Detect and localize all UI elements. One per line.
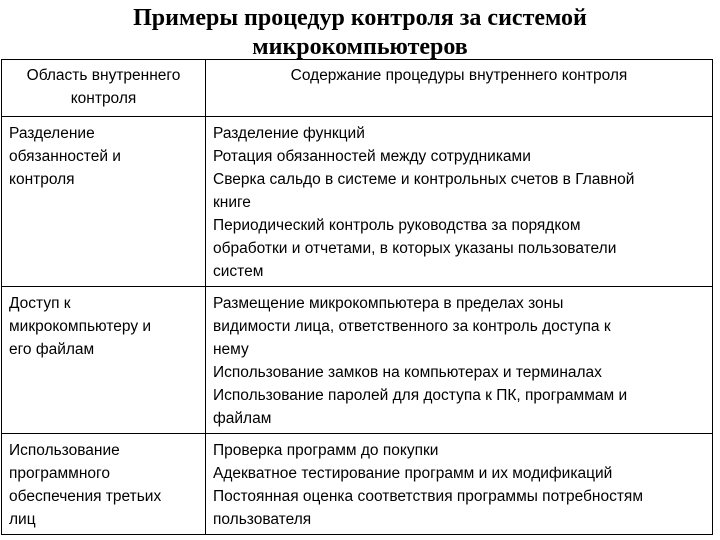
header-area-line: Область внутреннего: [26, 67, 181, 84]
title-line-1: Примеры процедур контроля за системой: [133, 5, 587, 31]
area-line: контроля: [9, 171, 75, 188]
content-line: систем: [213, 263, 264, 280]
area-line: лиц: [9, 511, 36, 528]
content-line: нему: [213, 341, 249, 358]
area-line: Разделение: [9, 125, 95, 142]
area-line: его файлам: [9, 341, 95, 358]
content-line: Использование замков на компьютерах и терминалах: [213, 364, 602, 381]
content-cell: [206, 117, 713, 287]
area-line: Доступ к: [9, 295, 71, 312]
header-area-line: контроля: [70, 90, 137, 107]
area-line: программного: [9, 465, 110, 482]
content-line: книге: [213, 194, 251, 211]
content-line: Размещение микрокомпьютера в пределах зоны: [213, 295, 564, 312]
content-line: Адекватное тестирование программ и их модификаций: [213, 465, 613, 482]
table-header-row: [2, 60, 713, 117]
content-cell: [206, 287, 713, 434]
content-line: Периодический контроль руководства за порядком: [213, 217, 581, 234]
table-row: [2, 117, 713, 287]
page-title: [0, 4, 720, 62]
content-line: пользователя: [213, 511, 312, 528]
table-row: [2, 287, 713, 434]
content-line: Использование паролей для доступа к ПК, программам и: [213, 387, 628, 404]
table-row: [2, 434, 713, 535]
area-line: обязанностей и: [9, 148, 121, 165]
area-cell: [2, 287, 206, 434]
area-line: обеспечения третьих: [9, 488, 162, 505]
content-line: Ротация обязанностей между сотрудниками: [213, 148, 531, 165]
content-cell: [206, 434, 713, 535]
content-line: Постоянная оценка соответствия программы потребностям: [213, 488, 643, 505]
content-line: обработки и отчетами, в которых указаны пользователи: [213, 240, 617, 257]
area-cell: [2, 117, 206, 287]
area-cell: [2, 434, 206, 535]
header-content-line: Содержание процедуры внутреннего контроля: [290, 67, 628, 84]
content-line: Разделение функций: [213, 125, 365, 142]
header-content: [206, 60, 713, 117]
content-line: файлам: [213, 410, 272, 427]
content-line: Сверка сальдо в системе и контрольных счетов в Главной: [213, 171, 635, 188]
content-line: Проверка программ до покупки: [213, 442, 439, 459]
content-line: видимости лица, ответственного за контроль доступа к: [213, 318, 611, 335]
area-line: Использование: [9, 442, 120, 459]
area-line: микрокомпьютеру и: [9, 318, 152, 335]
header-area: [2, 60, 206, 117]
control-procedures-table: [1, 59, 713, 535]
title-line-2: микрокомпьютеров: [252, 34, 468, 60]
